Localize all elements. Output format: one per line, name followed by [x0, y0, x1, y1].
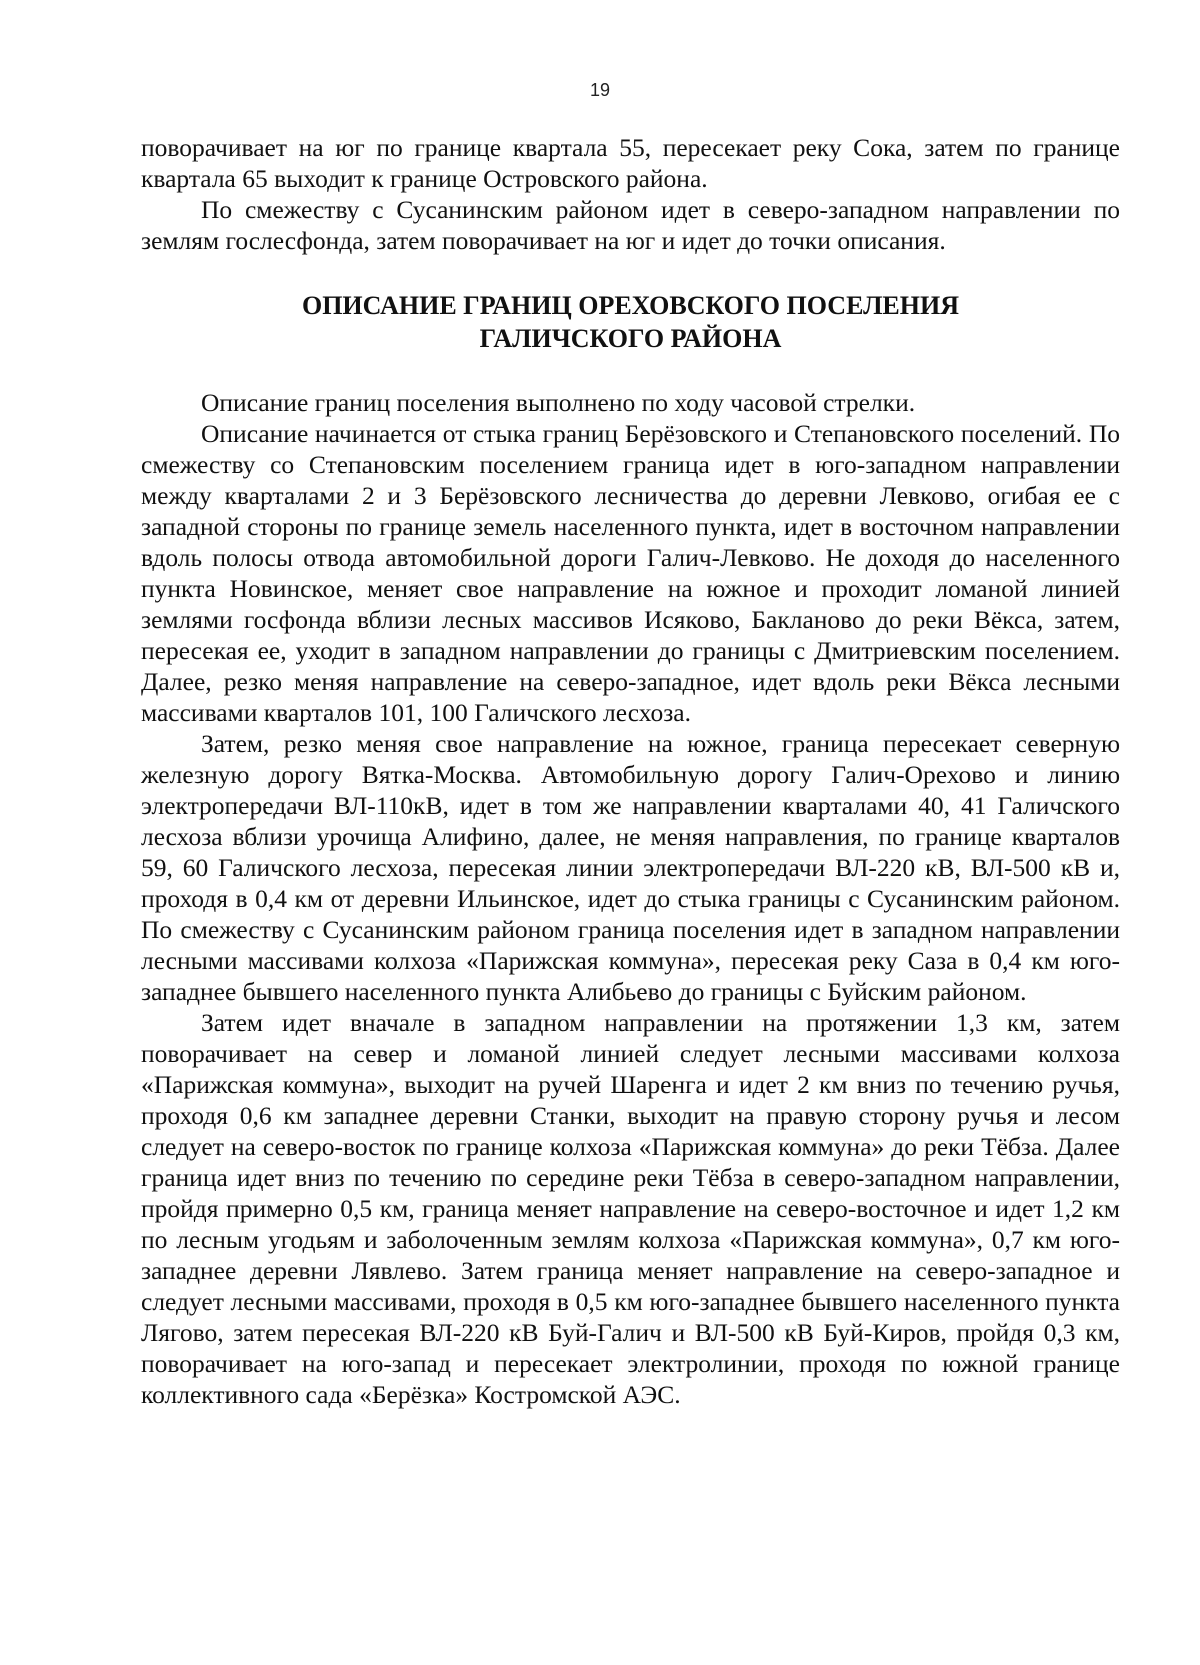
intro-paragraph-2: По смежеству с Сусанинским районом идет в северо-западном направлении по землям гослесфонда, затем поворачивает на юг и идет до точки описания.	[141, 195, 1120, 255]
section-heading-line-1: ОПИСАНИЕ ГРАНИЦ ОРЕХОВСКОГО ПОСЕЛЕНИЯ	[301, 291, 960, 320]
document-body	[141, 132, 1120, 1410]
section-heading	[141, 289, 1120, 355]
section-heading-line-2: ГАЛИЧСКОГО РАЙОНА	[479, 324, 782, 353]
page-number: 19	[589, 80, 611, 100]
body-paragraph-2: Описание начинается от стыка границ Берёзовского и Степановского поселений. По смежеству со Степановским поселением граница идет в юго-западном направлении между кварталами 2 и 3 Берёзовского лесничества до деревни Левково, огибая ее с западной стороны по границе земель населенного пункта, идет в восточном направлении вдоль полосы отвода автомобильной дороги Галич-Левково. Не доходя до населенного пункта Новинское, меняет свое направление на южное и проходит ломаной линией землями госфонда вблизи лесных массивов Исяково, Бакланово до реки Вёкса, затем, пересекая ее, уходит в западном направлении до границы с Дмитриевским поселением. Далее, резко меняя направление на северо-западное, идет вдоль реки Вёкса лесными массивами кварталов 101, 100 Галичского лесхоза.	[141, 419, 1120, 727]
body-paragraph-4: Затем идет вначале в западном направлении на протяжении 1,3 км, затем поворачивает на север и ломаной линией следует лесными массивами колхоза «Парижская коммуна», выходит на ручей Шаренга и идет 2 км вниз по течению ручья, проходя 0,6 км западнее деревни Станки, выходит на правую сторону ручья и лесом следует на северо-восток по границе колхоза «Парижская коммуна» до реки Тёбза. Далее граница идет вниз по течению по середине реки Тёбза в северо-западном направлении, пройдя примерно 0,5 км, граница меняет направление на северо-восточное и идет 1,2 км по лесным угодьям и заболоченным землям колхоза «Парижская коммуна», 0,7 км юго-западнее деревни Лявлево. Затем граница меняет направление на северо-западное и следует лесными массивами, проходя в 0,5 км юго-западнее бывшего населенного пункта Лягово, затем пересекая ВЛ-220 кВ Буй-Галич и ВЛ-500 кВ Буй-Киров, пройдя 0,3 км, поворачивает на юго-запад и пересекает электролинии, проходя по южной границе коллективного сада «Берёзка» Костромской АЭС.	[141, 1008, 1120, 1409]
intro-paragraph-1: поворачивает на юг по границе квартала 55, пересекает реку Сока, затем по границе квартала 65 выходит к границе Островского района.	[141, 133, 1120, 193]
body-paragraph-3: Затем, резко меняя свое направление на южное, граница пересекает северную железную дорогу Вятка-Москва. Автомобильную дорогу Галич-Орехово и линию электропередачи ВЛ-110кВ, идет в том же направлении кварталами 40, 41 Галичского лесхоза вблизи урочища Алифино, далее, не меняя направления, по границе кварталов 59, 60 Галичского лесхоза, пересекая линии электропередачи ВЛ-220 кВ, ВЛ-500 кВ и, проходя в 0,4 км от деревни Ильинское, идет до стыка границы с Сусанинским районом. По смежеству с Сусанинским районом граница поселения идет в западном направлении лесными массивами колхоза «Парижская коммуна», пересекая реку Саза в 0,4 км юго-западнее бывшего населенного пункта Алибьево до границы с Буйским районом.	[141, 729, 1120, 1006]
body-paragraph-1: Описание границ поселения выполнено по ходу часовой стрелки.	[201, 388, 916, 417]
